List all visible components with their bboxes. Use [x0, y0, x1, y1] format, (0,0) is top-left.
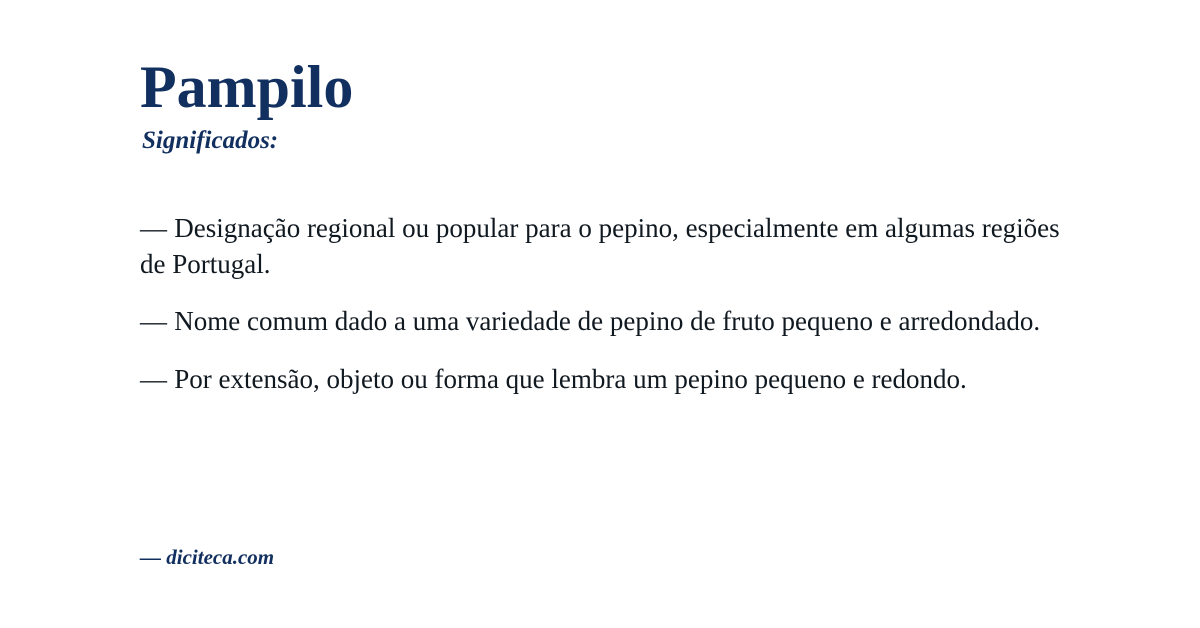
list-item — [140, 211, 1060, 282]
source-attribution: — diciteca.com — [140, 545, 275, 569]
meaning-text: Designação regional ou popular para o pepino, especialmente em algumas regiões de Portugal. — [140, 213, 1060, 279]
em-dash-icon: — — [140, 213, 168, 243]
meanings-list — [140, 211, 1060, 398]
em-dash-icon: — — [140, 363, 168, 394]
meaning-text: Nome comum dado a uma variedade de pepino de fruto pequeno e arredondado. — [174, 306, 1041, 337]
list-item — [140, 362, 1060, 398]
em-dash-icon: — — [140, 306, 168, 337]
page-title: Pampilo — [140, 54, 354, 120]
list-item — [140, 304, 1060, 340]
subtitle-label: Significados: — [142, 127, 279, 154]
meaning-text: Por extensão, objeto ou forma que lembra um pepino pequeno e redondo. — [174, 363, 967, 394]
